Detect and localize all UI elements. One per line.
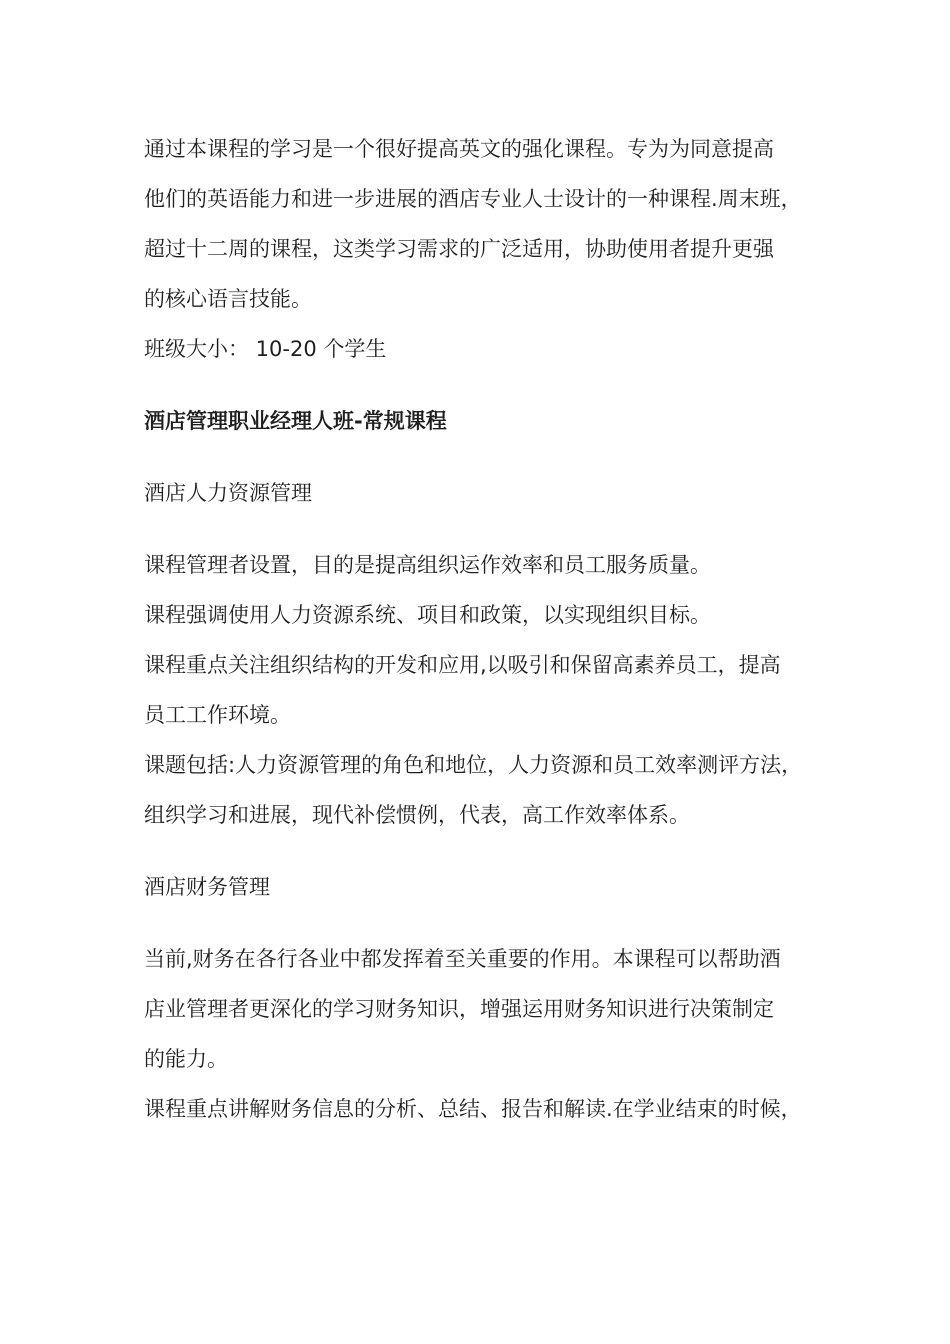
text-line: 员工工作环境。 [144,703,291,727]
text-line: 课题包括:人力资源管理的角色和地位，人力资源和员工效率测评方法， [144,753,803,777]
text-line: 通过本课程的学习是一个很好提高英文的强化课程。专为为同意提高 [144,137,774,161]
text-line: 店业管理者更深化的学习财务知识，增强运用财务知识进行决策制定 [144,997,774,1021]
text-line: 当前,财务在各行各业中都发挥着至关重要的作用。本课程可以帮助酒 [144,947,781,971]
text-line: 的核心语言技能。 [144,287,312,311]
class-size: 班级大小： 10-20 个学生 [144,337,387,361]
text-line: 课程重点关注组织结构的开发和应用,以吸引和保留高素养员工，提高 [144,653,781,677]
finance-course-title: 酒店财务管理 [144,875,270,899]
text-line: 他们的英语能力和进一步进展的酒店专业人士设计的一种课程.周末班， [144,187,802,211]
text-line: 课程重点讲解财务信息的分析、总结、报告和解读.在学业结束的时候， [144,1097,802,1121]
finance-course-description [144,934,808,1134]
document-page [144,124,808,1134]
text-line: 组织学习和进展，现代补偿惯例，代表，高工作效率体系。 [144,803,690,827]
hr-course-description [144,540,808,840]
intro-paragraph [144,124,808,374]
hr-course-title: 酒店人力资源管理 [144,481,312,505]
text-line: 的能力。 [144,1047,228,1071]
text-line: 课程强调使用人力资源系统、项目和政策，以实现组织目标。 [144,603,711,627]
text-line: 超过十二周的课程，这类学习需求的广泛适用，协助使用者提升更强 [144,237,774,261]
section-title: 酒店管理职业经理人班-常规课程 [144,409,447,433]
text-line: 课程管理者设置，目的是提高组织运作效率和员工服务质量。 [144,553,711,577]
